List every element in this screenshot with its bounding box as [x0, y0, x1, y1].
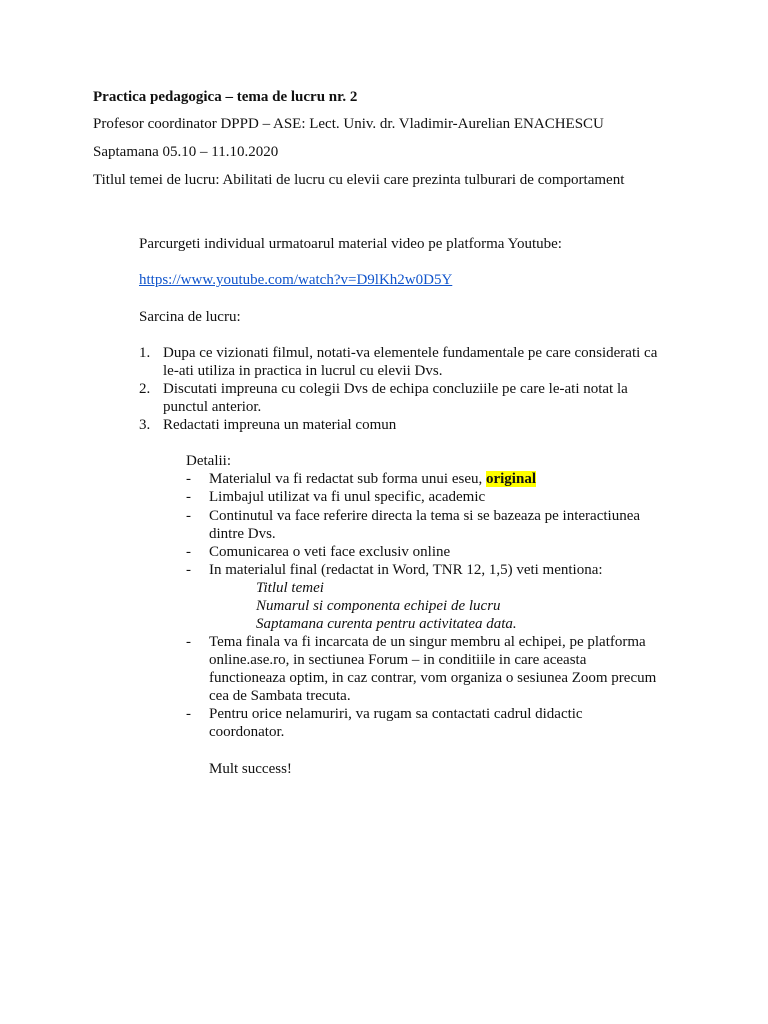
details-subitem: Titlul temei — [256, 580, 324, 596]
details-item-2: Limbajul utilizat va fi unul specific, academic — [209, 489, 486, 505]
document-title: Practica pedagogica – tema de lucru nr. 2 — [93, 89, 358, 105]
bullet-dash: - — [186, 508, 191, 524]
details-item-3-line: Continutul va face referire directa la tema si se bazeaza pe interactiunea — [209, 508, 641, 524]
details-heading: Detalii: — [186, 453, 231, 469]
coordinator-line: Profesor coordinator DPPD – ASE: Lect. Univ. dr. Vladimir-Aurelian ENACHESCU — [93, 116, 604, 132]
details-item-7-line: coordonator. — [209, 724, 285, 740]
task-number: 1. — [139, 345, 151, 361]
task-number: 2. — [139, 381, 151, 397]
bullet-dash: - — [186, 706, 191, 722]
closing-line: Mult success! — [209, 761, 292, 777]
youtube-link[interactable]: https://www.youtube.com/watch?v=D9lKh2w0D5Y — [139, 272, 453, 288]
task-text-line: punctul anterior. — [163, 399, 262, 415]
highlighted-original: original — [485, 471, 536, 487]
details-item-5: In materialul final (redactat in Word, TNR 12, 1,5) veti mentiona: — [209, 562, 603, 578]
details-item-6-line: functioneaza optim, in caz contrar, vom organiza o sesiunea Zoom precum — [209, 670, 657, 686]
details-item-6-line: online.ase.ro, in sectiunea Forum – in conditiile in care aceasta — [209, 652, 587, 668]
task-heading: Sarcina de lucru: — [139, 309, 241, 325]
details-item-6-line: Tema finala va fi incarcata de un singur membru al echipei, pe platforma — [209, 634, 646, 650]
bullet-dash: - — [186, 489, 191, 505]
bullet-dash: - — [186, 562, 191, 578]
task-text-line: le-ati utiliza in practica in lucrul cu elevii Dvs. — [163, 363, 443, 379]
details-item-6-line: cea de Sambata trecuta. — [209, 688, 351, 704]
details-item-3-line: dintre Dvs. — [209, 526, 276, 542]
task-text-line: Dupa ce vizionati filmul, notati-va elementele fundamentale pe care considerati ca — [163, 345, 658, 361]
week-line: Saptamana 05.10 – 11.10.2020 — [93, 144, 279, 160]
details-item-1 — [209, 470, 536, 488]
theme-line: Titlul temei de lucru: Abilitati de lucru cu elevii care prezinta tulburari de comportament — [93, 172, 625, 188]
details-subitem: Numarul si componenta echipei de lucru — [256, 598, 501, 614]
task-number: 3. — [139, 417, 151, 433]
details-item-1-text: Materialul va fi redactat sub forma unui eseu, — [209, 471, 486, 487]
task-text-line: Discutati impreuna cu colegii Dvs de echipa concluziile pe care le-ati notat la — [163, 381, 628, 397]
bullet-dash: - — [186, 544, 191, 560]
bullet-dash: - — [186, 634, 191, 650]
video-instruction: Parcurgeti individual urmatoarul material video pe platforma Youtube: — [139, 236, 562, 252]
details-subitem: Saptamana curenta pentru activitatea data. — [256, 616, 517, 632]
bullet-dash: - — [186, 471, 191, 487]
details-item-7-line: Pentru orice nelamuriri, va rugam sa contactati cadrul didactic — [209, 706, 583, 722]
details-item-4: Comunicarea o veti face exclusiv online — [209, 544, 451, 560]
task-text-line: Redactati impreuna un material comun — [163, 417, 397, 433]
